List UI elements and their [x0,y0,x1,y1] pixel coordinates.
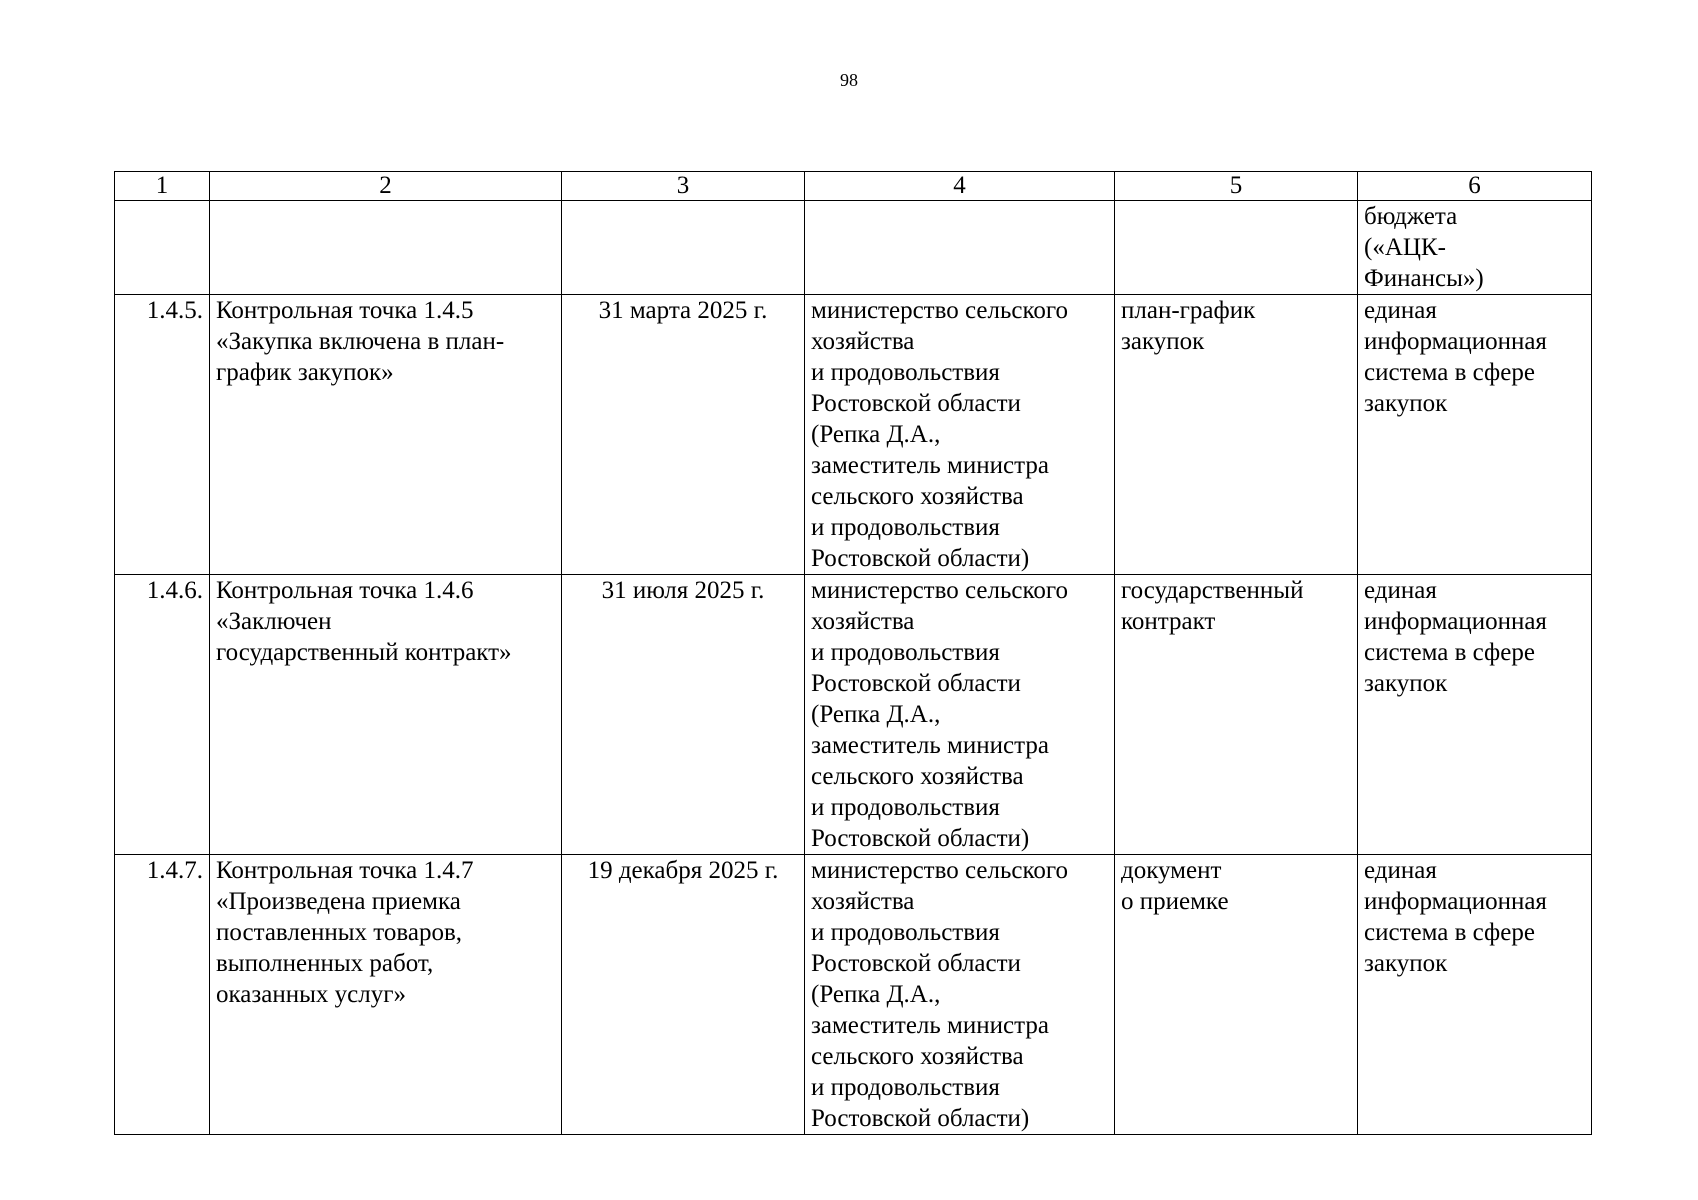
control-points-table [114,171,1592,1135]
table-row [115,201,1592,295]
deadline-date [562,201,805,295]
column-header-3: 3 [562,172,805,201]
row-number: 1.4.6. [115,575,210,855]
column-number-row [115,172,1592,201]
column-header-1: 1 [115,172,210,201]
document-type: документ о приемке [1115,855,1358,1135]
page-number: 98 [840,70,858,90]
control-point-title: Контрольная точка 1.4.6 «Заключен государственный контракт» [210,575,562,855]
deadline-date: 31 марта 2025 г. [562,295,805,575]
row-number: 1.4.7. [115,855,210,1135]
information-system: единая информационная система в сфере закупок [1358,575,1592,855]
information-system: бюджета («АЦК- Финансы») [1358,201,1592,295]
row-number [115,201,210,295]
column-header-4: 4 [805,172,1115,201]
responsible-party [805,201,1115,295]
document-type: государственный контракт [1115,575,1358,855]
document-type: план-график закупок [1115,295,1358,575]
responsible-party: министерство сельского хозяйства и продовольствия Ростовской области (Репка Д.А., заместитель министра сельского хозяйства и продовольствия Ростовской области) [805,295,1115,575]
information-system: единая информационная система в сфере закупок [1358,855,1592,1135]
deadline-date: 31 июля 2025 г. [562,575,805,855]
table-row [115,295,1592,575]
control-point-title: Контрольная точка 1.4.7 «Произведена приемка поставленных товаров, выполненных работ, оказанных услуг» [210,855,562,1135]
responsible-party: министерство сельского хозяйства и продовольствия Ростовской области (Репка Д.А., заместитель министра сельского хозяйства и продовольствия Ростовской области) [805,855,1115,1135]
row-number: 1.4.5. [115,295,210,575]
control-point-title: Контрольная точка 1.4.5 «Закупка включена в план- график закупок» [210,295,562,575]
column-header-5: 5 [1115,172,1358,201]
deadline-date: 19 декабря 2025 г. [562,855,805,1135]
table-row [115,855,1592,1135]
information-system: единая информационная система в сфере закупок [1358,295,1592,575]
column-header-6: 6 [1358,172,1592,201]
document-type [1115,201,1358,295]
column-header-2: 2 [210,172,562,201]
control-point-title [210,201,562,295]
responsible-party: министерство сельского хозяйства и продовольствия Ростовской области (Репка Д.А., заместитель министра сельского хозяйства и продовольствия Ростовской области) [805,575,1115,855]
table-row [115,575,1592,855]
